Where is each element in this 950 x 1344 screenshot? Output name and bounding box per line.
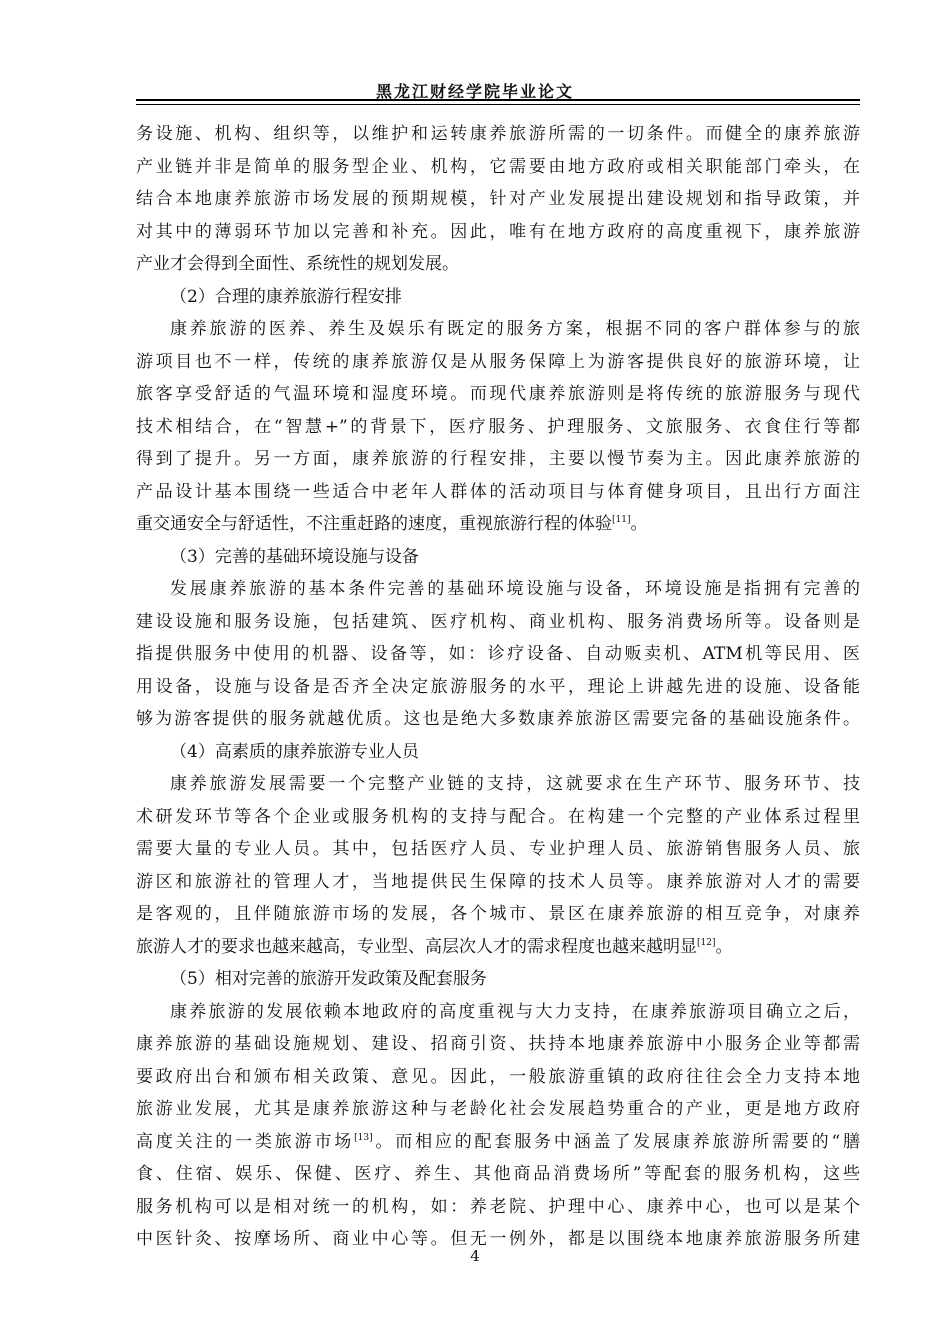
text-line: 对其中的薄弱环节加以完善和补充。因此，唯有在地方政府的高度重视下，康养旅游	[136, 221, 860, 242]
text-line: 康养旅游的发展依赖本地政府的高度重视与大力支持，在康养旅游项目确立之后，	[170, 1001, 860, 1022]
section-heading: （4）高素质的康养旅游专业人员	[170, 741, 419, 762]
text-line: 食、住宿、娱乐、保健、医疗、养生、其他商品消费场所”等配套的服务机构，这些	[136, 1164, 860, 1184]
text-line: 服务机构可以是相对统一的机构，如：养老院、护理中心、康养中心，也可以是某个	[136, 1196, 860, 1217]
text-line: 术研发环节等各个企业或服务机构的支持与配合。在构建一个完整的产业体系过程里	[136, 806, 860, 827]
section-heading: （3）完善的基础环境设施与设备	[170, 546, 419, 567]
text-line: 康养旅游的医养、养生及娱乐有既定的服务方案，根据不同的客户群体参与的旅	[170, 319, 860, 339]
text-segment: 重交通安全与舒适性，不注重赶路的速度，重视旅游行程的体验	[136, 514, 612, 534]
citation-ref: [13]	[354, 1132, 373, 1143]
header-title: 黑龙江财经学院毕业论文	[375, 82, 574, 101]
page-number: 4	[470, 1247, 480, 1265]
text-segment: 旅游人才的要求也越来越高，专业型、高层次人才的需求程度也越来越明显	[136, 936, 697, 957]
text-line: 旅客享受舒适的气温环境和湿度环境。而现代康养旅游则是将传统的旅游服务与现代	[136, 384, 860, 404]
text-line: 要政府出台和颁布相关政策、意见。因此，一般旅游重镇的政府往往会全力支持本地	[136, 1066, 860, 1087]
text-line: 结合本地康养旅游市场发展的预期规模，针对产业发展提出建设规划和指导政策，并	[136, 189, 860, 209]
text-segment: 。	[715, 936, 733, 957]
body-text	[136, 118, 860, 1256]
citation-ref: [11]	[612, 515, 631, 525]
text-line: 游项目也不一样，传统的康养旅游仅是从服务保障上为游客提供良好的旅游环境，让	[136, 351, 860, 372]
text-line	[136, 931, 860, 964]
text-line: 康养旅游的基础设施规划、建设、招商引资、扶持本地康养旅游中小服务企业等都需	[136, 1034, 860, 1054]
text-line: 技术相结合，在“智慧+”的背景下，医疗服务、护理服务、文旅服务、衣食住行等都	[136, 416, 860, 437]
text-line: 务设施、机构、组织等，以维护和运转康养旅游所需的一切条件。而健全的康养旅游	[136, 124, 860, 144]
text-segment: 。而相应的配套服务中涵盖了发展康养旅游所需要的“膳	[372, 1131, 860, 1152]
text-line: 得到了提升。另一方面，康养旅游的行程安排，主要以慢节奏为主。因此康养旅游的	[136, 449, 860, 469]
text-line: 指提供服务中使用的机器、设备等，如：诊疗设备、自动贩卖机、ATM机等民用、医	[136, 644, 860, 664]
header-rule	[136, 99, 860, 101]
text-line: 旅游业发展，尤其是康养旅游这种与老龄化社会发展趋势重合的产业，更是地方政府	[136, 1099, 860, 1119]
text-line: 产业链并非是简单的服务型企业、机构，它需要由地方政府或相关职能部门牵头，在	[136, 156, 860, 177]
section-heading: （5）相对完善的旅游开发政策及配套服务	[170, 969, 487, 989]
text-line: 产品设计基本围绕一些适合中老年人群体的活动项目与体育健身项目，且出行方面注	[136, 481, 860, 502]
text-segment: 。	[630, 514, 648, 534]
citation-ref: [12]	[697, 937, 716, 948]
text-line: 需要大量的专业人员。其中，包括医疗人员、专业护理人员、旅游销售服务人员、旅	[136, 839, 860, 859]
text-line	[136, 1126, 860, 1159]
text-line: 康养旅游发展需要一个完整产业链的支持，这就要求在生产环节、服务环节、技	[170, 774, 860, 794]
text-line: 游区和旅游社的管理人才，当地提供民生保障的技术人员等。康养旅游对人才的需要	[136, 871, 860, 892]
text-line: 是客观的，且伴随旅游市场的发展，各个城市、景区在康养旅游的相互竞争，对康养	[136, 904, 860, 924]
text-line: 产业才会得到全面性、系统性的规划发展。	[136, 254, 459, 274]
text-line: 发展康养旅游的基本条件完善的基础环境设施与设备，环境设施是指拥有完善的	[170, 579, 860, 599]
text-line: 建设设施和服务设施，包括建筑、医疗机构、商业机构、服务消费场所等。设备则是	[136, 611, 860, 632]
text-line: 够为游客提供的服务就越优质。这也是绝大多数康养旅游区需要完备的基础设施条件。	[136, 709, 860, 729]
text-segment: 高度关注的一类旅游市场	[136, 1131, 355, 1152]
text-line: 中医针灸、按摩场所、商业中心等。但无一例外，都是以围绕本地康养旅游服务所建	[136, 1229, 860, 1249]
text-line	[136, 508, 860, 541]
section-heading: （2）合理的康养旅游行程安排	[170, 286, 402, 307]
text-line: 用设备，设施与设备是否齐全决定旅游服务的水平，理论上讲越先进的设施、设备能	[136, 676, 860, 697]
header-rule-thin	[136, 104, 860, 105]
